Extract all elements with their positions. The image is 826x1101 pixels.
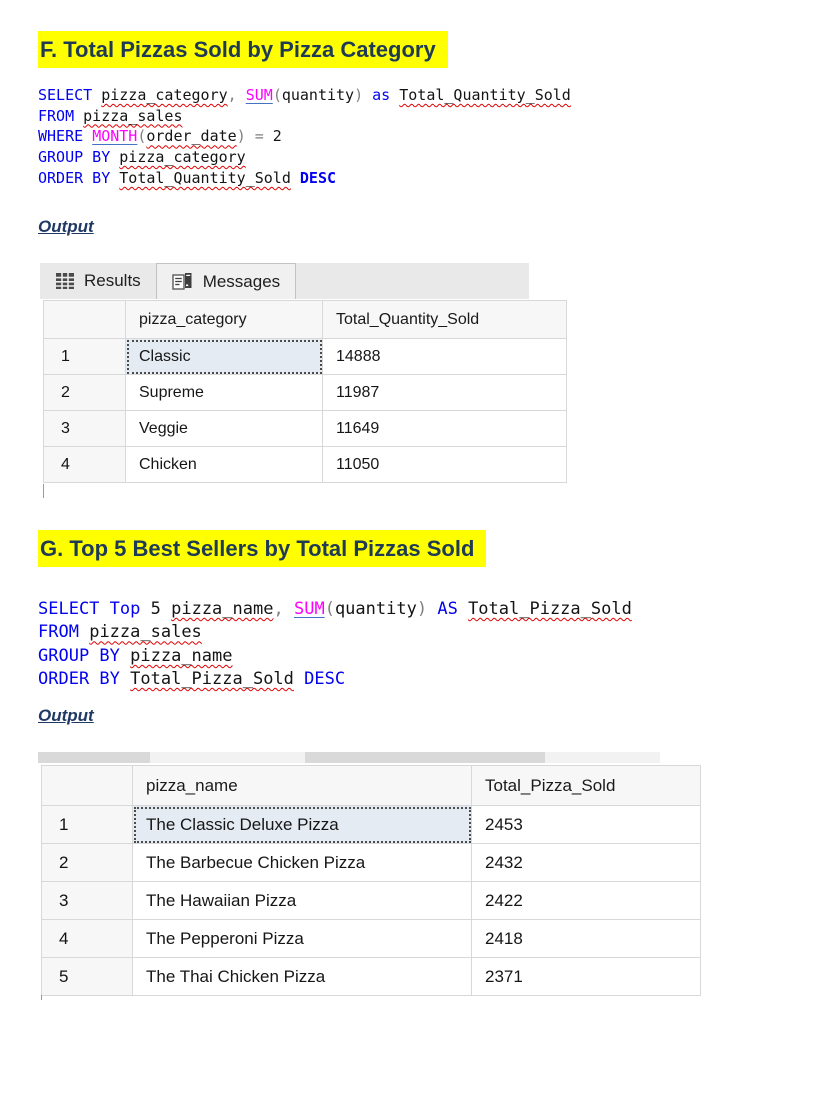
strip-light-segment [150,752,305,763]
grid-border-stub [41,995,42,1000]
grid-cell[interactable]: Classic [126,339,323,375]
grid-row [42,958,701,996]
ssms-results-screenshot-g [38,752,660,1000]
output-label-g: Output [38,706,94,725]
grid-cell[interactable]: Chicken [126,447,323,483]
results-grid-wrap-f [43,300,567,483]
grid-border-stub [43,484,44,498]
tab-results-label: Results [84,271,141,290]
row-number[interactable]: 2 [42,844,133,882]
grid-cell[interactable]: 2432 [472,844,701,882]
tab-messages[interactable] [156,263,296,299]
results-messages-tabbar [40,263,529,299]
sql-line: FROM pizza_sales [38,622,202,643]
sql-line: SELECT Top 5 pizza_name, SUM(quantity) AS Total_Pizza_Sold [38,599,632,619]
section-f-heading: F. Total Pizzas Sold by Pizza Category [38,31,448,68]
sql-line: FROM pizza_sales [38,106,183,125]
grid-cell[interactable]: The Barbecue Chicken Pizza [133,844,472,882]
row-number[interactable]: 1 [42,806,133,844]
grid-cell[interactable]: 2422 [472,882,701,920]
sql-line: SELECT pizza_category, SUM(quantity) as Total_Quantity_Sold [38,86,571,104]
grid-corner [44,301,126,339]
grid-cell[interactable]: The Thai Chicken Pizza [133,958,472,996]
sql-line: ORDER BY Total_Pizza_Sold DESC [38,669,346,690]
grid-cell[interactable]: 2418 [472,920,701,958]
ssms-results-screenshot-f [40,263,529,497]
grid-row [42,806,701,844]
grid-cell[interactable]: 11050 [323,447,567,483]
grid-row [44,339,567,375]
row-number[interactable]: 3 [42,882,133,920]
row-number[interactable]: 3 [44,411,126,447]
output-label-f: Output [38,217,94,236]
grid-header-row [42,766,701,806]
grid-cell[interactable]: 2453 [472,806,701,844]
grid-row [44,411,567,447]
grid-cell[interactable]: The Classic Deluxe Pizza [133,806,472,844]
column-header[interactable]: Total_Pizza_Sold [472,766,701,806]
sql-line: WHERE MONTH(order_date) = 2 [38,127,282,146]
grid-icon [55,272,75,290]
row-number[interactable]: 2 [44,375,126,411]
grid-row [42,882,701,920]
sql-line: ORDER BY Total_Quantity_Sold DESC [38,168,337,187]
grid-row [42,920,701,958]
section-g-heading: G. Top 5 Best Sellers by Total Pizzas Sold [38,530,486,567]
grid-cell[interactable]: Veggie [126,411,323,447]
grid-corner [42,766,133,806]
row-number[interactable]: 5 [42,958,133,996]
results-grid-wrap-g [41,765,701,996]
row-number[interactable]: 4 [42,920,133,958]
row-number[interactable]: 4 [44,447,126,483]
grid-cell[interactable]: The Hawaiian Pizza [133,882,472,920]
row-number[interactable]: 1 [44,339,126,375]
results-grid [41,765,701,996]
grid-header-row [44,301,567,339]
sql-query-g [38,598,632,692]
tab-results[interactable] [40,263,156,299]
grid-cell[interactable]: 11649 [323,411,567,447]
column-header[interactable]: pizza_category [126,301,323,339]
grid-cell[interactable]: 14888 [323,339,567,375]
results-grid [43,300,567,483]
grid-cell[interactable]: 11987 [323,375,567,411]
sql-line: GROUP BY pizza_category [38,148,246,167]
grid-row [44,375,567,411]
grid-cell[interactable]: Supreme [126,375,323,411]
messages-icon [172,272,194,291]
sql-query-f [38,85,571,189]
grid-row [44,447,567,483]
strip-light-segment [545,752,660,763]
column-header[interactable]: Total_Quantity_Sold [323,301,567,339]
sql-line: GROUP BY pizza_name [38,645,233,666]
grid-cell[interactable]: 2371 [472,958,701,996]
grid-cell[interactable]: The Pepperoni Pizza [133,920,472,958]
cropped-tabbar-strip [38,752,660,763]
tab-messages-label: Messages [202,271,281,291]
column-header[interactable]: pizza_name [133,766,472,806]
grid-row [42,844,701,882]
